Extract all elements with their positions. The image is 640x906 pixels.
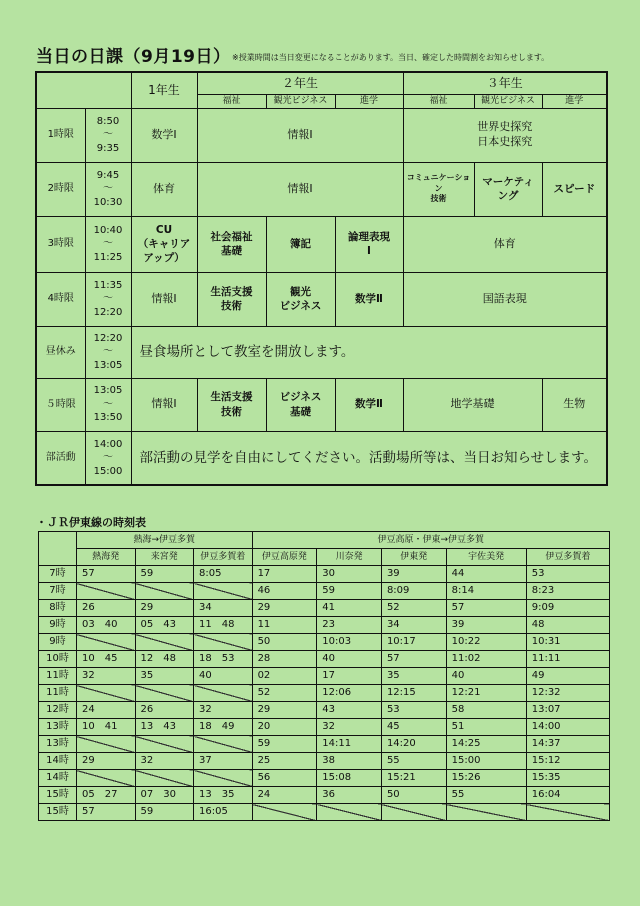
period-label: ５時限 [36,378,85,431]
time-cell: 59 [135,804,194,821]
grade1-subject: CU （キャリア アップ） [131,216,197,272]
hour-cell: 9時 [39,617,77,634]
hour-header [39,532,77,566]
col-kinomiya: 来宮発 [135,549,194,566]
empty-cell [76,770,135,787]
time-cell: 05 27 [76,787,135,804]
timetable-row [39,634,610,651]
empty-cell [194,770,253,787]
period-label: 部活動 [36,431,85,485]
time-cell: 11 48 [194,617,253,634]
time-cell: 03 40 [76,617,135,634]
grade2-welfare-subject: 生活支援 技術 [197,378,266,431]
period-time: 10:40 ～ 11:25 [85,216,131,272]
time-cell: 10 41 [76,719,135,736]
time-cell: 57 [76,566,135,583]
time-cell: 59 [252,736,317,753]
time-cell: 29 [135,600,194,617]
time-cell: 10:22 [446,634,526,651]
empty-cell [135,685,194,702]
empty-cell [381,804,446,821]
grade3-subject: 世界史探究 日本史探究 [403,108,607,162]
period-time: 11:35 ～ 12:20 [85,272,131,326]
time-cell: 8:23 [526,583,609,600]
time-cell: 29 [76,753,135,770]
time-cell: 10:17 [381,634,446,651]
schedule-row [36,272,607,326]
timetable-row [39,787,610,804]
period-label: 昼休み [36,326,85,378]
time-cell: 14:25 [446,736,526,753]
timetable-row [39,702,610,719]
time-cell: 02 [252,668,317,685]
hour-cell: 15時 [39,787,77,804]
grade2-welfare-subject: 社会福祉 基礎 [197,216,266,272]
time-cell: 15:21 [381,770,446,787]
direction-izukogen-header: 伊豆高原・伊東→伊豆多賀 [252,532,609,549]
col-izutaga-arr-1: 伊豆多賀着 [194,549,253,566]
time-cell: 59 [135,566,194,583]
grade2-academic-subject: 数学Ⅱ [335,272,403,326]
timetable-row [39,566,610,583]
time-cell: 55 [381,753,446,770]
hour-cell: 7時 [39,583,77,600]
time-cell: 18 53 [194,651,253,668]
grade3-header: ３年生 [403,72,607,94]
time-cell: 14:37 [526,736,609,753]
time-cell: 13 35 [194,787,253,804]
time-cell: 24 [76,702,135,719]
grade1-header: 1年生 [131,72,197,108]
empty-cell [135,736,194,753]
grade2-subject: 情報Ⅰ [197,108,403,162]
grade2-tourism-subject: 観光 ビジネス [266,272,335,326]
time-cell: 05 43 [135,617,194,634]
time-cell: 14:00 [526,719,609,736]
col-ito: 伊東発 [381,549,446,566]
grade3-academic-subject: スピード [542,162,607,216]
schedule-row [36,431,607,485]
col-kawana: 川奈発 [317,549,382,566]
period-time: 12:20 ～ 13:05 [85,326,131,378]
hour-cell: 10時 [39,651,77,668]
time-cell: 57 [76,804,135,821]
club-message: 部活動の見学を自由にしてください。活動場所等は、当日お知らせします。 [131,431,607,485]
empty-cell [526,804,609,821]
grade1-subject: 情報Ⅰ [131,378,197,431]
grade3-course-tourism: 観光ビジネス [474,94,542,108]
direction-atami-header: 熱海→伊豆多賀 [76,532,252,549]
timetable-row [39,600,610,617]
timetable-row [39,685,610,702]
time-cell: 25 [252,753,317,770]
time-cell: 53 [526,566,609,583]
daily-schedule-table [35,71,608,486]
time-cell: 15:35 [526,770,609,787]
schedule-row [36,326,607,378]
time-cell: 10:31 [526,634,609,651]
timetable-row [39,651,610,668]
time-cell: 37 [194,753,253,770]
timetable-title: ・ＪＲ伊東線の時刻表 [36,516,146,529]
time-cell: 53 [381,702,446,719]
time-cell: 13 43 [135,719,194,736]
time-cell: 17 [317,668,382,685]
hour-cell: 12時 [39,702,77,719]
time-cell: 26 [76,600,135,617]
time-cell: 40 [194,668,253,685]
schedule-row [36,378,607,431]
time-cell: 17 [252,566,317,583]
time-cell: 12 48 [135,651,194,668]
time-cell: 29 [252,702,317,719]
time-cell: 12:06 [317,685,382,702]
time-cell: 40 [446,668,526,685]
time-cell: 26 [135,702,194,719]
time-cell: 35 [135,668,194,685]
period-label: 1時限 [36,108,85,162]
grade2-course-welfare: 福祉 [197,94,266,108]
grade2-tourism-subject: ビジネス 基礎 [266,378,335,431]
time-cell: 52 [252,685,317,702]
time-cell: 56 [252,770,317,787]
time-cell: 48 [526,617,609,634]
grade3-welfare-tourism-subject: 地学基礎 [403,378,542,431]
time-cell: 24 [252,787,317,804]
hour-cell: 14時 [39,770,77,787]
time-cell: 29 [252,600,317,617]
hour-cell: 14時 [39,753,77,770]
time-cell: 11:02 [446,651,526,668]
empty-cell [194,685,253,702]
grade3-welfare-subject: コミュニケーション 技術 [403,162,474,216]
empty-cell [76,583,135,600]
time-cell: 20 [252,719,317,736]
grade3-academic-subject: 生物 [542,378,607,431]
time-cell: 58 [446,702,526,719]
hour-cell: 8時 [39,600,77,617]
lunch-message: 昼食場所として教室を開放します。 [131,326,607,378]
period-label: 2時限 [36,162,85,216]
empty-cell [135,634,194,651]
empty-cell [194,736,253,753]
time-cell: 15:26 [446,770,526,787]
time-cell: 39 [381,566,446,583]
grade2-course-tourism: 観光ビジネス [266,94,335,108]
time-cell: 10 45 [76,651,135,668]
hour-cell: 11時 [39,685,77,702]
grade2-course-academic: 進学 [335,94,403,108]
time-cell: 15:08 [317,770,382,787]
col-atami: 熱海発 [76,549,135,566]
timetable-row [39,617,610,634]
time-cell: 18 49 [194,719,253,736]
time-cell: 57 [446,600,526,617]
time-cell: 15:00 [446,753,526,770]
time-cell: 12:15 [381,685,446,702]
time-cell: 49 [526,668,609,685]
grade1-subject: 数学Ⅰ [131,108,197,162]
timetable-row [39,753,610,770]
timetable-row [39,804,610,821]
period-time: 13:05 ～ 13:50 [85,378,131,431]
grade2-academic-subject: 数学Ⅱ [335,378,403,431]
grade1-subject: 体育 [131,162,197,216]
empty-cell [252,804,317,821]
empty-cell [194,634,253,651]
grade2-subject: 情報Ⅰ [197,162,403,216]
hour-cell: 13時 [39,736,77,753]
time-cell: 28 [252,651,317,668]
time-cell: 30 [317,566,382,583]
empty-cell [76,736,135,753]
period-time: 8:50 ～ 9:35 [85,108,131,162]
time-cell: 51 [446,719,526,736]
time-cell: 45 [381,719,446,736]
empty-cell [135,770,194,787]
time-cell: 32 [135,753,194,770]
time-cell: 8:09 [381,583,446,600]
time-cell: 12:21 [446,685,526,702]
time-cell: 15:12 [526,753,609,770]
time-cell: 8:14 [446,583,526,600]
col-izutaga-arr-2: 伊豆多賀着 [526,549,609,566]
time-cell: 32 [194,702,253,719]
col-usami: 宇佐美発 [446,549,526,566]
time-cell: 11 [252,617,317,634]
time-cell: 32 [76,668,135,685]
time-cell: 44 [446,566,526,583]
hour-cell: 13時 [39,719,77,736]
time-cell: 38 [317,753,382,770]
grade3-subject: 国語表現 [403,272,607,326]
time-cell: 43 [317,702,382,719]
empty-cell [194,583,253,600]
empty-cell [76,685,135,702]
schedule-row [36,162,607,216]
grade1-subject: 情報Ⅰ [131,272,197,326]
grade2-tourism-subject: 簿記 [266,216,335,272]
period-label: 4時限 [36,272,85,326]
empty-cell [135,583,194,600]
time-cell: 35 [381,668,446,685]
page-title: 当日の日課（9月19日） [36,47,231,67]
timetable-row [39,668,610,685]
hour-cell: 11時 [39,668,77,685]
time-cell: 8:05 [194,566,253,583]
time-cell: 23 [317,617,382,634]
time-cell: 10:03 [317,634,382,651]
timetable-row [39,719,610,736]
timetable-row [39,583,610,600]
grade3-course-academic: 進学 [542,94,607,108]
hour-cell: 7時 [39,566,77,583]
empty-cell [317,804,382,821]
train-timetable [38,531,610,821]
time-cell: 39 [446,617,526,634]
time-cell: 34 [194,600,253,617]
corner-cell [36,72,131,108]
time-cell: 07 30 [135,787,194,804]
grade2-academic-subject: 論理表現 Ⅰ [335,216,403,272]
time-cell: 16:04 [526,787,609,804]
time-cell: 9:09 [526,600,609,617]
time-cell: 57 [381,651,446,668]
grade3-course-welfare: 福祉 [403,94,474,108]
col-izukogen: 伊豆高原発 [252,549,317,566]
time-cell: 59 [317,583,382,600]
period-time: 9:45 ～ 10:30 [85,162,131,216]
time-cell: 34 [381,617,446,634]
grade3-tourism-subject: マーケティ ング [474,162,542,216]
time-cell: 16:05 [194,804,253,821]
schedule-row [36,216,607,272]
empty-cell [446,804,526,821]
schedule-row [36,108,607,162]
grade3-subject: 体育 [403,216,607,272]
time-cell: 13:07 [526,702,609,719]
time-cell: 11:11 [526,651,609,668]
time-cell: 14:20 [381,736,446,753]
time-cell: 46 [252,583,317,600]
time-cell: 12:32 [526,685,609,702]
grade2-welfare-subject: 生活支援 技術 [197,272,266,326]
timetable-row [39,770,610,787]
hour-cell: 15時 [39,804,77,821]
time-cell: 50 [381,787,446,804]
schedule-note: ※授業時間は当日変更になることがあります。当日、確定した時間割をお知らせします。 [232,53,550,62]
time-cell: 40 [317,651,382,668]
period-label: 3時限 [36,216,85,272]
period-time: 14:00 ～ 15:00 [85,431,131,485]
time-cell: 32 [317,719,382,736]
time-cell: 50 [252,634,317,651]
empty-cell [76,634,135,651]
time-cell: 55 [446,787,526,804]
timetable-row [39,736,610,753]
time-cell: 52 [381,600,446,617]
hour-cell: 9時 [39,634,77,651]
grade2-header: ２年生 [197,72,403,94]
time-cell: 14:11 [317,736,382,753]
time-cell: 41 [317,600,382,617]
time-cell: 36 [317,787,382,804]
